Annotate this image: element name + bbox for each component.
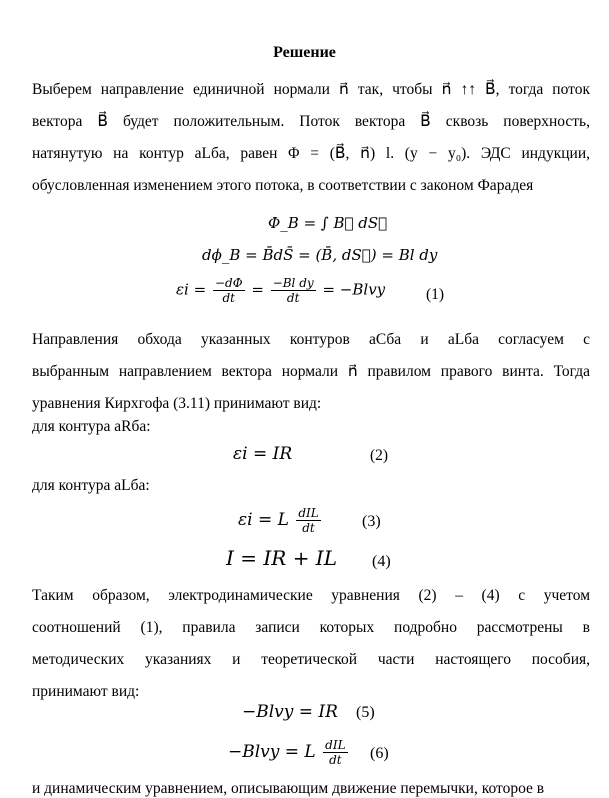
section-title: Решение — [273, 44, 336, 61]
paragraph-line: уравнения Кирхгофа (3.11) принимают вид: — [32, 395, 322, 412]
paragraph-line: принимают вид: — [32, 683, 140, 700]
paragraph-summary — [32, 580, 590, 708]
label-contour-arba: для контура aRбa: — [32, 418, 151, 435]
fraction-denominator: dt — [222, 291, 236, 305]
equation-flux: Φ_B = ∫ B⃗ dS⃗ — [268, 214, 388, 232]
paragraph-line: Выберем направление единичной нормали n⃗ так, чтобы n⃗ ↑↑ B⃗, тогда поток — [32, 81, 590, 98]
equation-4-number: (4) — [372, 553, 391, 570]
equation-6-lhs: −Blvy = L — [228, 742, 316, 762]
equation-1-fraction-2 — [271, 276, 316, 305]
equation-2-number: (2) — [370, 447, 389, 464]
paragraph-line: методических указаниях и теоретической части настоящего пособия, — [32, 651, 590, 668]
paragraph-intro — [32, 74, 590, 202]
equation-6 — [228, 738, 350, 767]
paragraph-line: натянутую на контур aLбa, равен Φ = (B⃗, n⃗) l. (y − y₀). ЭДС индукции, — [32, 145, 590, 162]
paragraph-line-partial: и динамическим уравнением, описывающим движение перемычки, которое в — [32, 780, 545, 797]
paragraph-line: обусловленная изменением этого потока, в соответствии с законом Фарадея — [32, 177, 534, 194]
equation-5-number: (5) — [356, 704, 375, 721]
equation-1-number: (1) — [426, 286, 445, 303]
paragraph-line: выбранным направлением вектора нормали n⃗ правилом правого винта. Тогда — [32, 363, 590, 380]
fraction-denominator: dt — [286, 291, 300, 305]
equation-3-number: (3) — [362, 513, 381, 530]
equation-4: I = IR + IL — [226, 546, 337, 570]
equation-flux-differential: dϕ_B = B̄dS̄ = (B̄, dS⃗) = Bl dy — [202, 246, 438, 264]
equation-3 — [238, 506, 323, 535]
equation-3-fraction — [296, 506, 320, 535]
paragraph-line: Таким образом, электродинамические уравнения (2) – (4) с учетом — [32, 587, 590, 604]
fraction-denominator: dt — [302, 521, 315, 535]
equation-1: εi = $\frac{-d\Phi}{dt}$ = $\frac{\text{−Bl dy}}{dt}$ = −Blvy — [176, 276, 386, 305]
fraction-numerator: −dΦ — [214, 276, 243, 290]
equation-3-lhs: εi = L — [238, 510, 289, 530]
paragraph-line: соотношений (1), правила записи которых подробно рассмотрены в — [32, 619, 590, 636]
paragraph-line: вектора B⃗ будет положительным. Поток вектора B⃗ сквозь поверхность, — [32, 113, 590, 130]
label-contour-alba: для контура aLбa: — [32, 477, 150, 494]
equation-5: −Blvy = IR — [242, 702, 338, 722]
fraction-numerator: dIL — [298, 506, 319, 520]
equation-1-rhs: = −Blvy — [322, 280, 386, 299]
fraction-denominator: dt — [329, 753, 342, 767]
equation-6-number: (6) — [370, 745, 389, 762]
paragraph-contours — [32, 324, 590, 420]
paragraph-line: Направления обхода указанных контуров aСбa и aLбa согласуем с — [32, 331, 590, 348]
equation-6-fraction — [323, 738, 347, 767]
fraction-numerator: dIL — [325, 738, 346, 752]
fraction-numerator: −Bl dy — [272, 276, 314, 290]
equation-1-lhs: εi = — [176, 280, 207, 299]
equation-1-fraction-1 — [213, 276, 245, 305]
equation-2: εi = IR — [233, 444, 293, 464]
